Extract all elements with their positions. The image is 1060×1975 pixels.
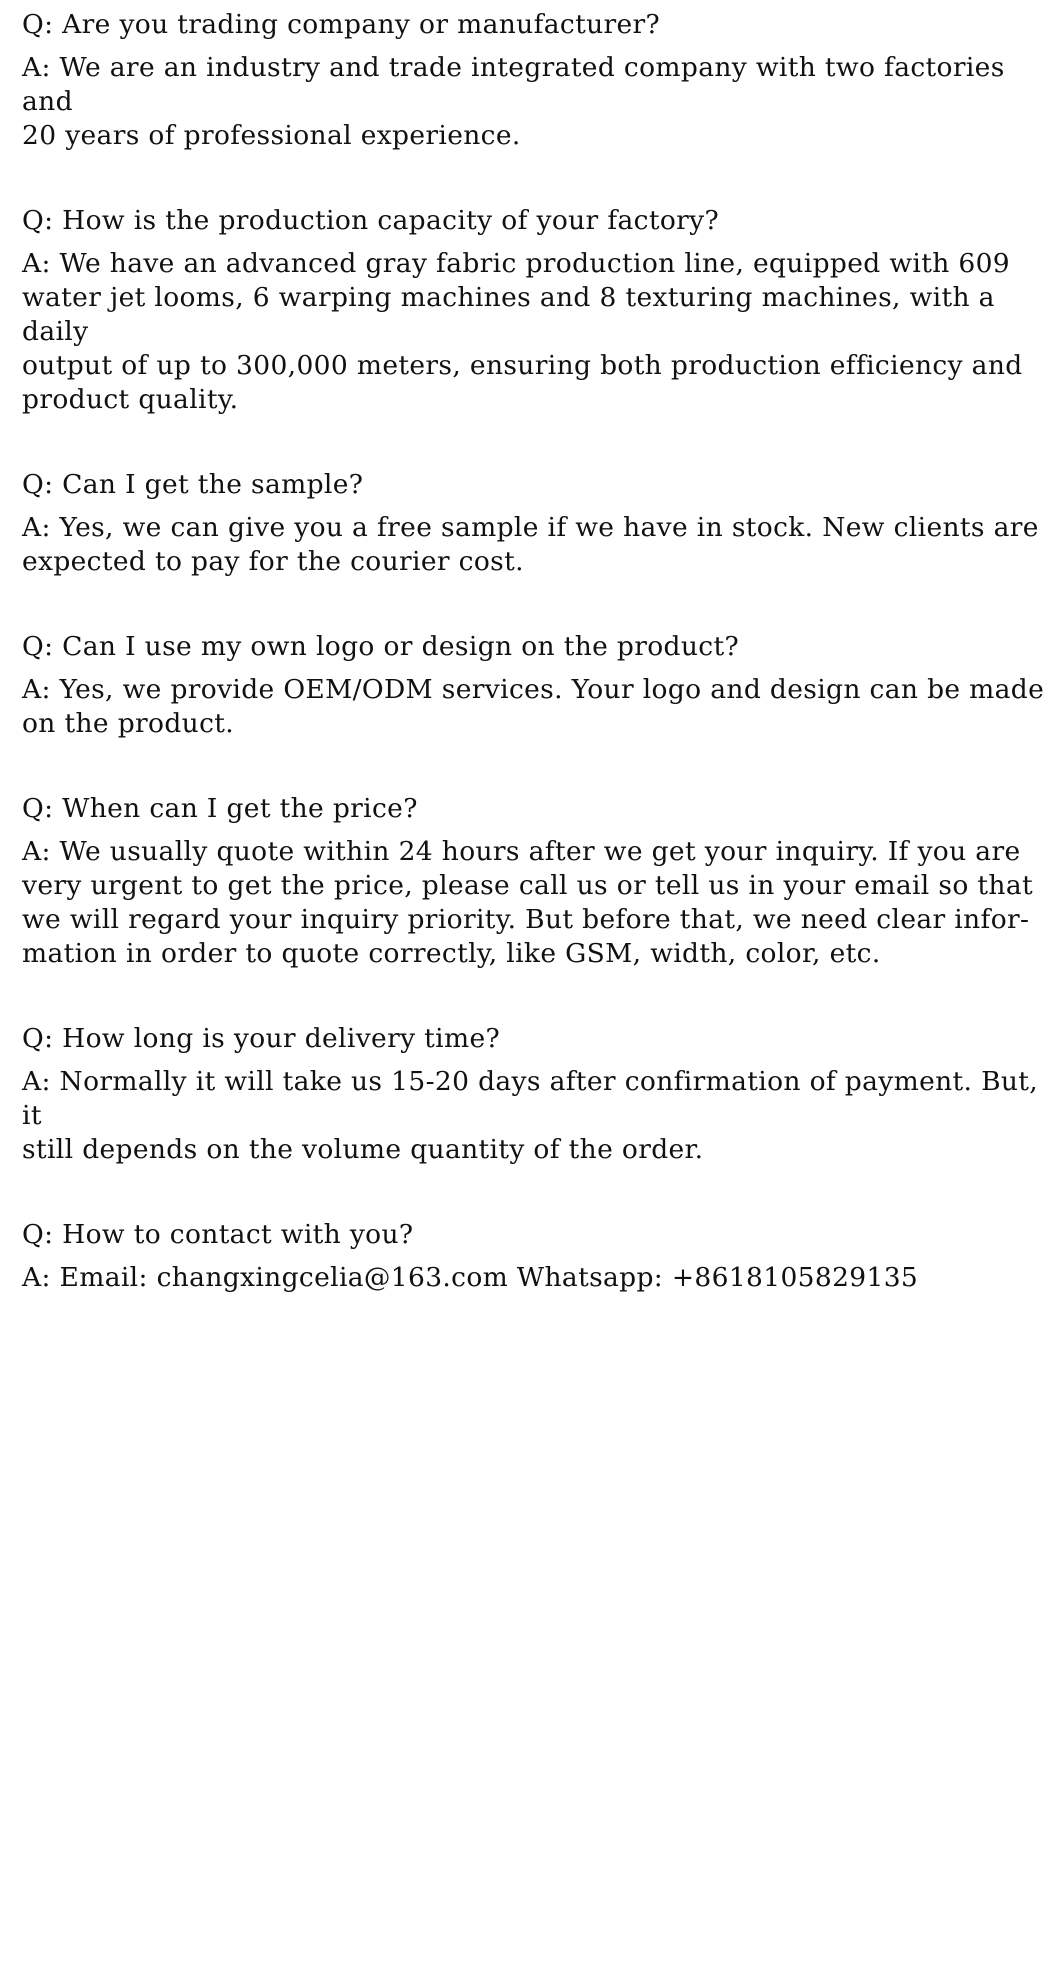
faq-answer-line: mation in order to quote correctly, like GSM, width, color, etc. <box>22 938 881 969</box>
faq-question: Q: How is the production capacity of your factory? <box>22 205 720 236</box>
faq-answer-line: expected to pay for the courier cost. <box>22 546 524 577</box>
faq-answer-line: 20 years of professional experience. <box>22 120 521 151</box>
faq-item-contact <box>22 1218 1047 1295</box>
faq-answer-line: output of up to 300,000 meters, ensuring both production efficiency and <box>22 350 1023 381</box>
faq-question: Q: How long is your delivery time? <box>22 1023 501 1054</box>
faq-question: Q: When can I get the price? <box>22 793 418 824</box>
faq-list <box>22 8 1047 1346</box>
faq-question: Q: How to contact with you? <box>22 1219 414 1250</box>
faq-answer-line: water jet looms, 6 warping machines and 8 texturing machines, with a daily <box>22 282 995 347</box>
faq-question: Q: Can I get the sample? <box>22 469 364 500</box>
faq-item-trading-or-manufacturer <box>22 8 1047 153</box>
faq-question: Q: Can I use my own logo or design on the product? <box>22 631 740 662</box>
faq-item-production-capacity <box>22 204 1047 417</box>
faq-answer-line: A: We are an industry and trade integrated company with two factories and <box>22 52 1005 117</box>
faq-answer-line: we will regard your inquiry priority. But before that, we need clear infor- <box>22 904 1030 935</box>
faq-answer <box>22 511 1047 579</box>
faq-answer <box>22 673 1047 741</box>
faq-item-own-logo <box>22 630 1047 741</box>
faq-answer-line: product quality. <box>22 384 239 415</box>
faq-answer <box>22 835 1047 971</box>
faq-item-sample <box>22 468 1047 579</box>
faq-answer-line: A: We have an advanced gray fabric production line, equipped with 609 <box>22 248 1011 279</box>
faq-answer <box>22 1065 1047 1167</box>
faq-item-delivery-time <box>22 1022 1047 1167</box>
faq-answer-line: A: Yes, we can give you a free sample if we have in stock. New clients are <box>22 512 1039 543</box>
faq-answer-line: still depends on the volume quantity of the order. <box>22 1134 704 1165</box>
faq-answer-line: on the product. <box>22 708 235 739</box>
faq-answer <box>22 247 1047 417</box>
faq-question: Q: Are you trading company or manufacturer? <box>22 9 661 40</box>
faq-answer-line: A: Email: changxingcelia@163.com Whatsapp: +8618105829135 <box>22 1262 919 1293</box>
faq-answer-line: very urgent to get the price, please call us or tell us in your email so that <box>22 870 1033 901</box>
faq-answer-line: A: We usually quote within 24 hours after we get your inquiry. If you are <box>22 836 1021 867</box>
faq-answer-line: A: Yes, we provide OEM/ODM services. Your logo and design can be made <box>22 674 1045 705</box>
faq-answer <box>22 1261 1047 1295</box>
faq-item-price <box>22 792 1047 971</box>
faq-answer <box>22 51 1047 153</box>
faq-answer-line: A: Normally it will take us 15-20 days after confirmation of payment. But, it <box>22 1066 1039 1131</box>
